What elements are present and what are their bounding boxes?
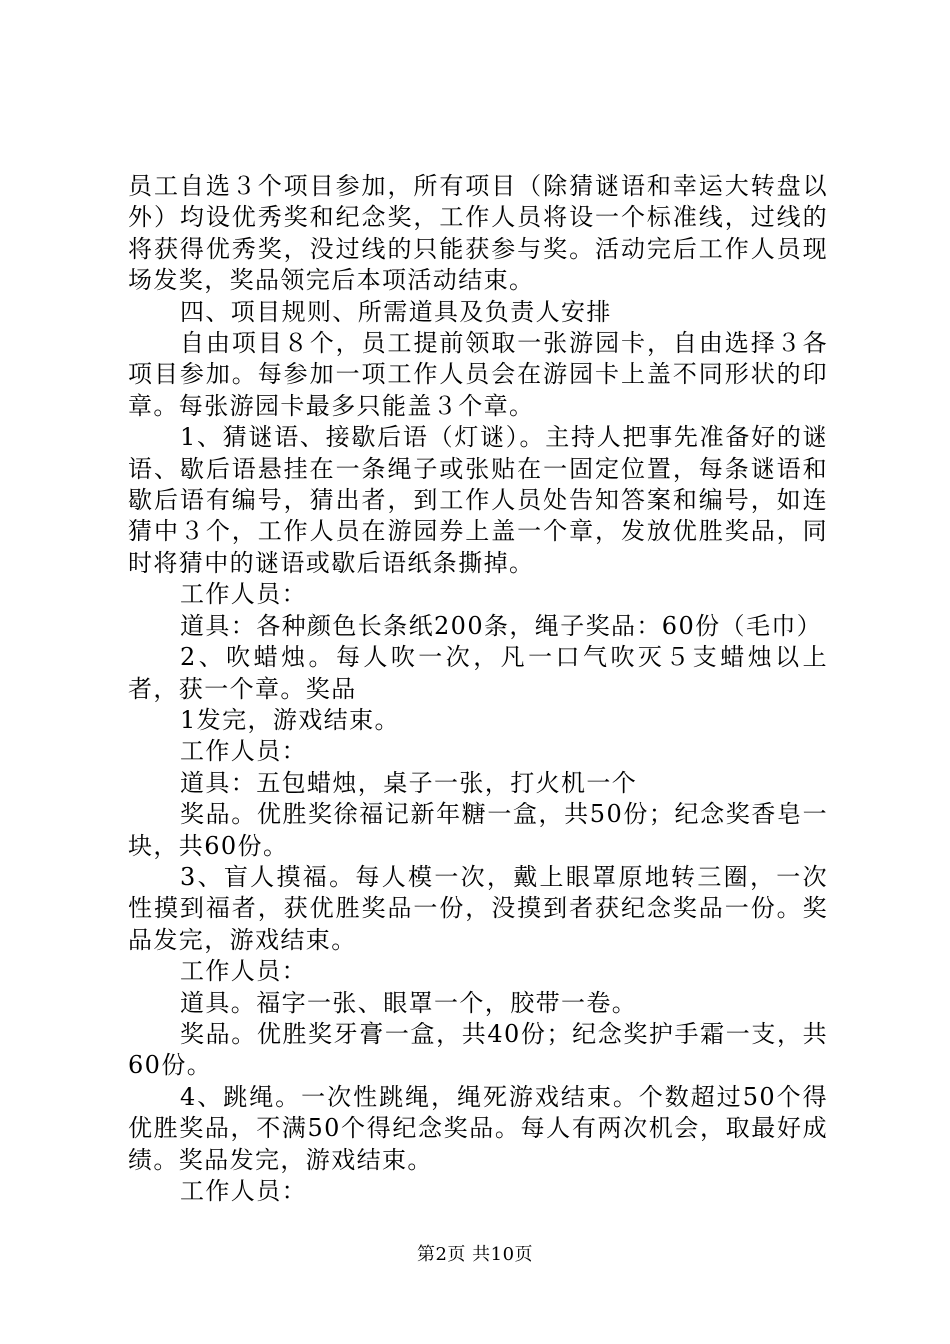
paragraph-free-items: 自由项目８个，员工提前领取一张游园卡，自由选择３各项目参加。每参加一项工作人员会在游园卡上盖不同形状的印章。每张游园卡最多只能盖３个章。: [128, 329, 828, 420]
paragraph-intro-continued: 员工自选３个项目参加，所有项目（除猜谜语和幸运大转盘以外）均设优秀奖和纪念奖，工作人员将设一个标准线，过线的将获得优秀奖，没过线的只能获参与奖。活动完后工作人员现场发奖，奖品领完后本项活动结束。: [128, 172, 828, 295]
item-1-props: 道具：各种颜色长条纸200条，绳子奖品：60份（毛巾）: [180, 611, 823, 640]
item-1-riddles: 1、猜谜语、接歇后语（灯谜）。主持人把事先准备好的谜语、歇后语悬挂在一条绳子或张贴在一固定位置，每条谜语和歇后语有编号，猜出者，到工作人员处告知答案和编号，如连猜中３个，工作人员在游园券上盖一个章，发放优胜奖品，同时将猜中的谜语或歇后语纸条撕掉。: [128, 423, 828, 577]
item-2-props: 道具：五包蜡烛，桌子一张，打火机一个: [180, 768, 638, 797]
item-4-staff: 工作人员：: [180, 1177, 307, 1205]
item-3-blind-touch: 3、盲人摸福。每人模一次，戴上眼罩原地转三圈，一次性摸到福者，获优胜奖品一份，没摸到者获纪念奖品一份。奖品发完，游戏结束。: [128, 862, 828, 954]
item-2-prizes: 奖品。优胜奖徐福记新年糖一盒，共50份；纪念奖香皂一块，共60份。: [128, 800, 828, 860]
item-2-staff: 工作人员：: [180, 737, 307, 766]
item-1-staff: 工作人员：: [180, 580, 307, 609]
item-2-blow-candles: 2、吹蜡烛。每人吹一次，凡一口气吹灭５支蜡烛以上者，获一个章。奖品: [128, 643, 828, 703]
item-4-jump-rope: 4、跳绳。一次性跳绳，绳死游戏结束。个数超过50个得优胜奖品，不满50个得纪念奖品。每人有两次机会，取最好成绩。奖品发完，游戏结束。: [128, 1082, 828, 1174]
item-3-prizes: 奖品。优胜奖牙膏一盒，共40份；纪念奖护手霜一支，共60份。: [128, 1019, 828, 1080]
page-footer: 第2页 共10页: [416, 1244, 534, 1265]
item-3-staff: 工作人员：: [180, 957, 307, 986]
item-2-end-note: 1发完，游戏结束。: [180, 705, 400, 734]
document-body: [128, 171, 828, 1207]
item-3-props: 道具。福字一张、眼罩一个，胶带一卷。: [180, 988, 638, 1017]
section-heading-rules: 四、项目规则、所需道具及负责人安排: [180, 297, 612, 326]
